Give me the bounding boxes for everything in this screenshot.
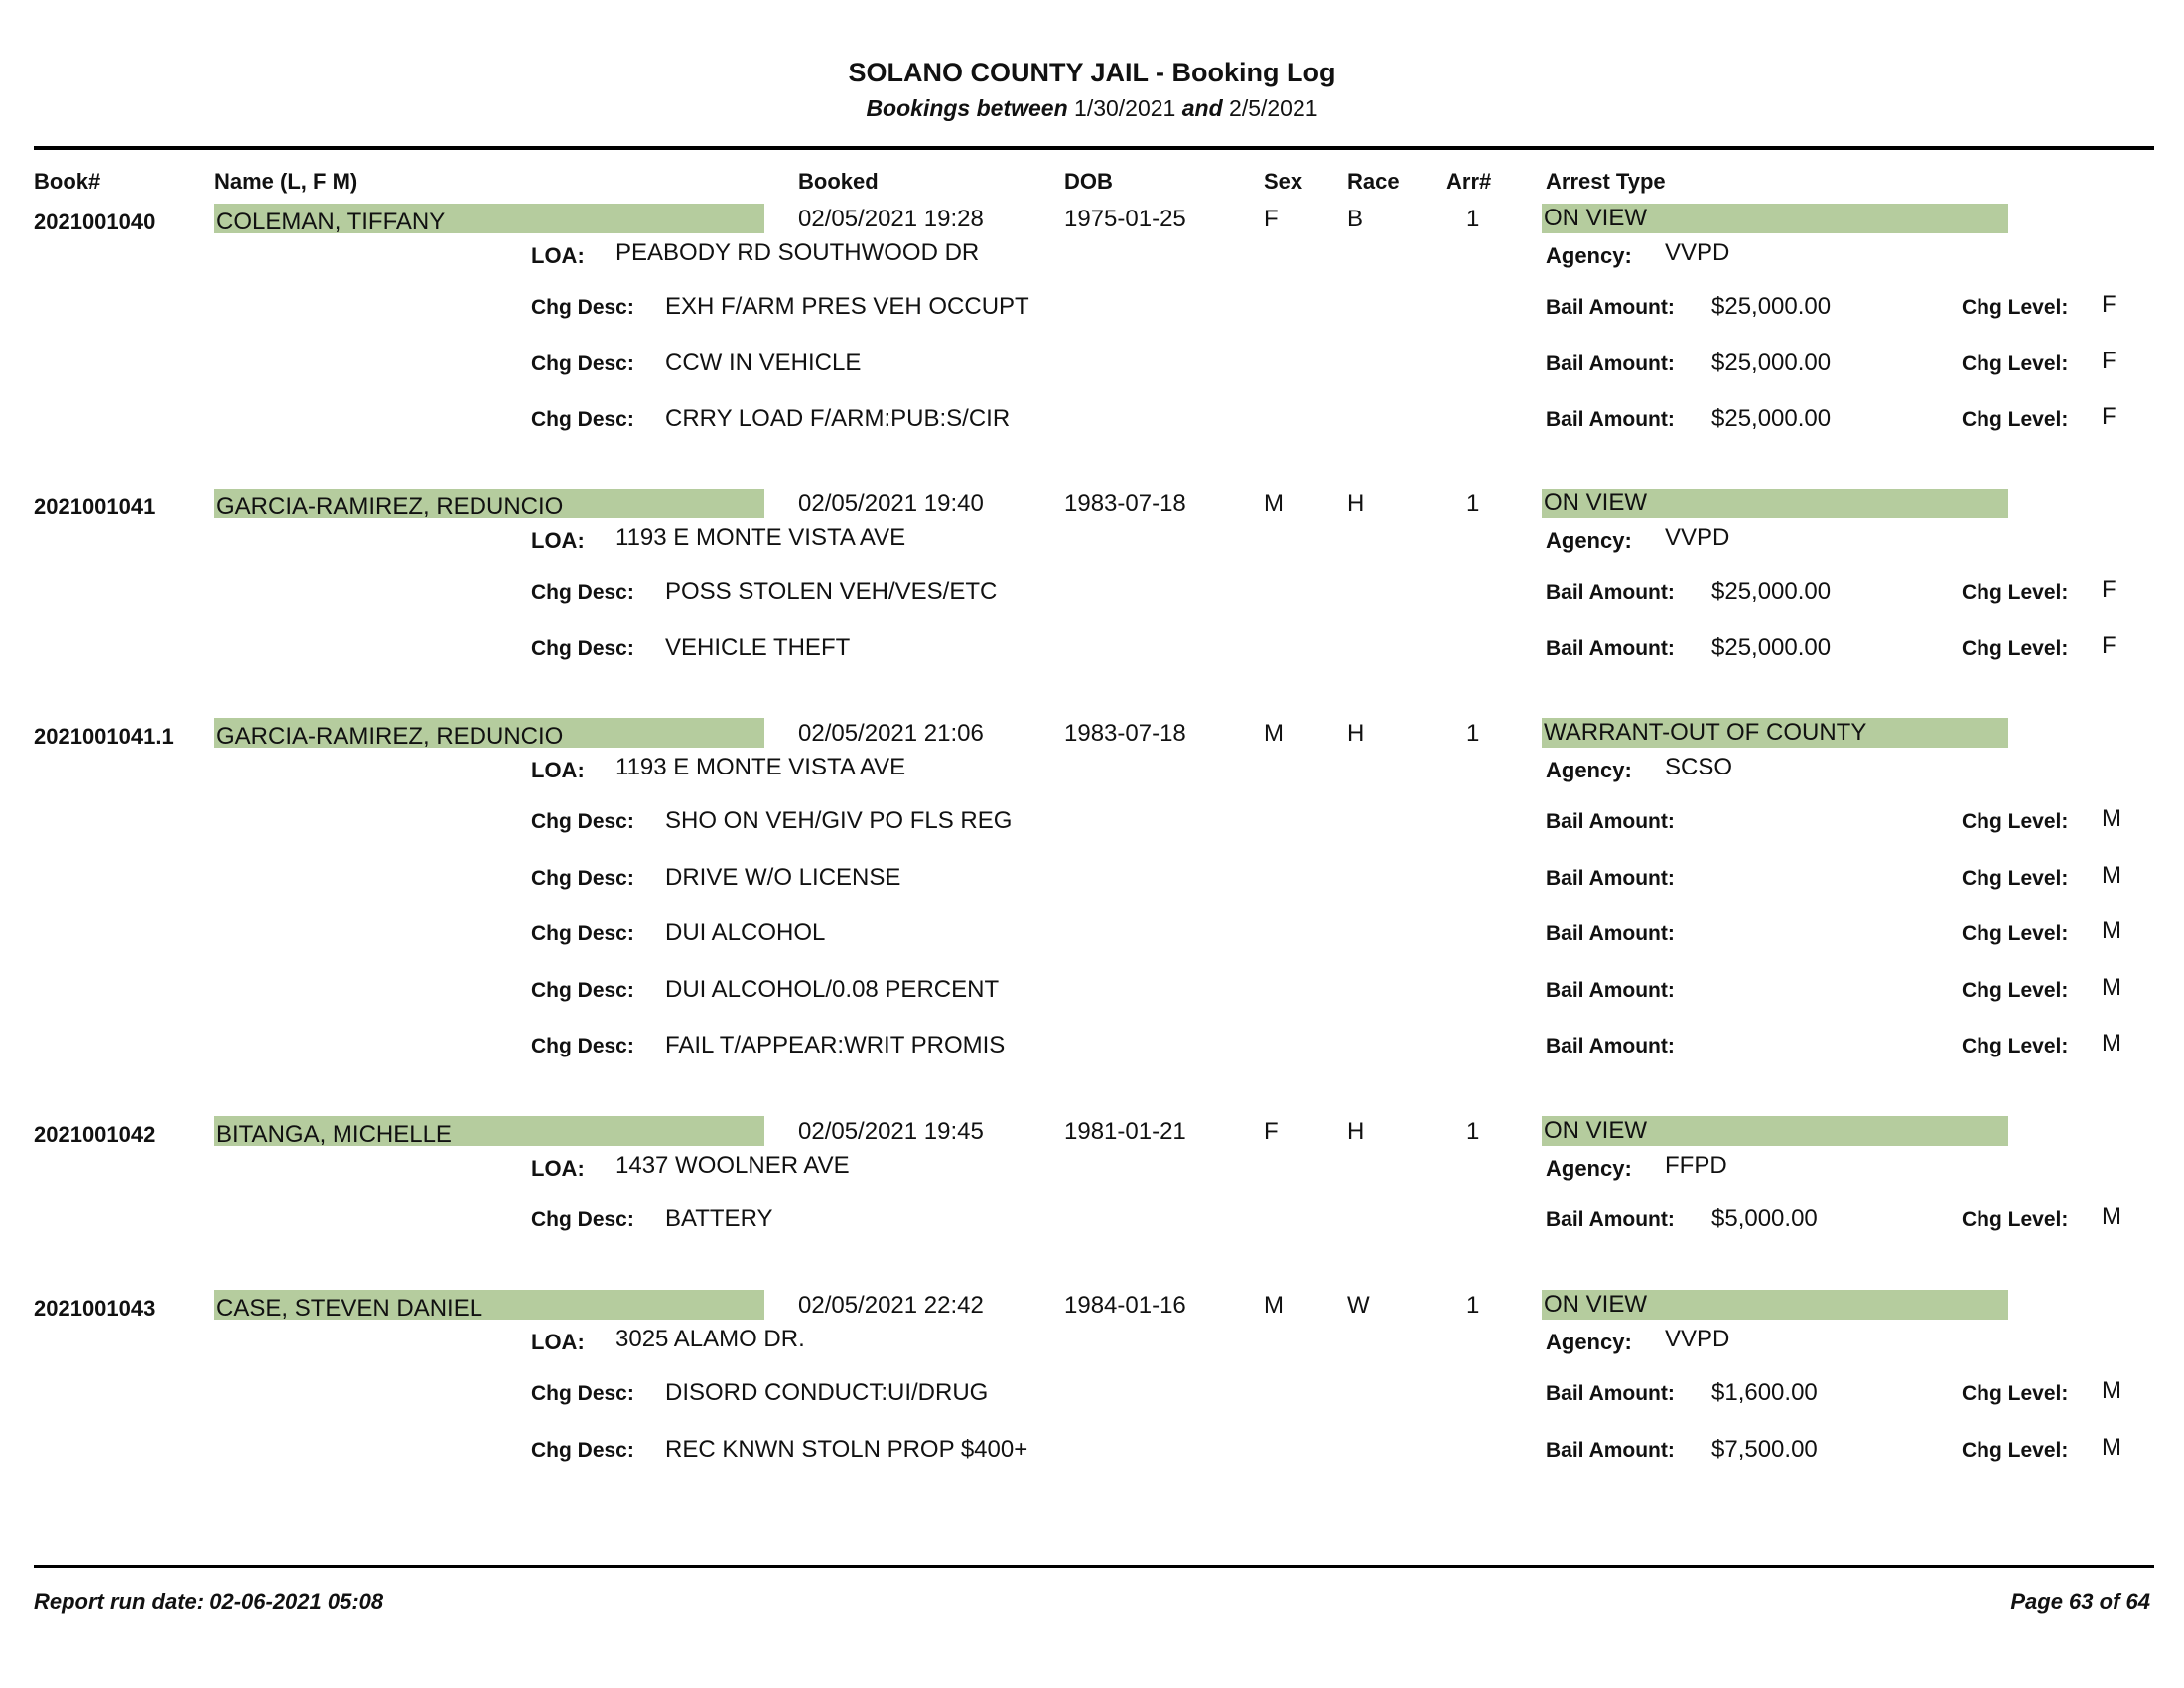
agency-label: Agency:	[1546, 528, 1632, 553]
agency-label: Agency:	[1546, 243, 1632, 268]
col-header-dob: DOB	[1064, 169, 1113, 194]
charge-level-value: F	[2102, 403, 2116, 430]
charge-description: DISORD CONDUCT:UI/DRUG	[665, 1379, 989, 1406]
sex-value: M	[1264, 1292, 1284, 1319]
charge-level-value: F	[2102, 633, 2116, 659]
col-header-race: Race	[1347, 169, 1400, 194]
charge-description: BATTERY	[665, 1205, 773, 1232]
loa-value: 1193 E MONTE VISTA AVE	[615, 754, 906, 780]
bail-amount-label: Bail Amount:	[1546, 867, 1675, 890]
charge-desc-label: Chg Desc:	[531, 408, 634, 431]
bail-amount-value: $5,000.00	[1711, 1205, 1818, 1232]
charge-desc-label: Chg Desc:	[531, 810, 634, 833]
bail-amount-label: Bail Amount:	[1546, 1439, 1675, 1462]
page-number: Page 63 of 64	[2010, 1589, 2150, 1614]
booked-datetime: 02/05/2021 19:40	[798, 491, 984, 517]
inmate-name: COLEMAN, TIFFANY	[214, 204, 764, 233]
charge-level-label: Chg Level:	[1962, 1035, 2069, 1057]
report-title: SOLANO COUNTY JAIL - Booking Log	[848, 58, 1336, 87]
subtitle-and: and	[1181, 95, 1223, 121]
agency-value: VVPD	[1665, 1326, 1730, 1352]
date-of-birth: 1983-07-18	[1064, 491, 1186, 517]
charge-level-value: M	[2102, 1203, 2121, 1230]
charge-level-label: Chg Level:	[1962, 581, 2069, 604]
arrest-type: ON VIEW	[1542, 489, 2008, 518]
charge-level-label: Chg Level:	[1962, 979, 2069, 1002]
charge-desc-label: Chg Desc:	[531, 1382, 634, 1405]
agency-label: Agency:	[1546, 758, 1632, 782]
bail-amount-label: Bail Amount:	[1546, 637, 1675, 660]
arrest-type: ON VIEW	[1542, 1290, 2008, 1320]
agency-value: SCSO	[1665, 754, 1733, 780]
start-date: 1/30/2021	[1074, 95, 1176, 121]
loa-label: LOA:	[531, 243, 585, 268]
end-date: 2/5/2021	[1229, 95, 1318, 121]
charge-level-value: M	[2102, 805, 2121, 832]
charge-description: DUI ALCOHOL	[665, 919, 826, 946]
col-header-arrest-type: Arrest Type	[1546, 169, 1666, 194]
charge-level-label: Chg Level:	[1962, 867, 2069, 890]
bail-amount-label: Bail Amount:	[1546, 581, 1675, 604]
charge-level-value: M	[2102, 1434, 2121, 1461]
charge-level-label: Chg Level:	[1962, 296, 2069, 319]
arrest-number: 1	[1466, 1292, 1480, 1319]
charge-level-value: F	[2102, 291, 2116, 318]
bail-amount-label: Bail Amount:	[1546, 922, 1675, 945]
charge-level-label: Chg Level:	[1962, 1208, 2069, 1231]
date-of-birth: 1983-07-18	[1064, 720, 1186, 747]
footer-rule	[34, 1565, 2154, 1568]
charge-level-label: Chg Level:	[1962, 637, 2069, 660]
bail-amount-label: Bail Amount:	[1546, 1382, 1675, 1405]
bail-amount-value: $25,000.00	[1711, 350, 1832, 376]
bail-amount-value: $1,600.00	[1711, 1379, 1818, 1406]
bail-amount-label: Bail Amount:	[1546, 352, 1675, 375]
charge-desc-label: Chg Desc:	[531, 637, 634, 660]
book-number: 2021001043	[34, 1296, 156, 1321]
agency-value: VVPD	[1665, 524, 1730, 551]
charge-description: CRRY LOAD F/ARM:PUB:S/CIR	[665, 405, 1011, 432]
book-number: 2021001040	[34, 210, 156, 234]
bail-amount-label: Bail Amount:	[1546, 408, 1675, 431]
arrest-type: ON VIEW	[1542, 1116, 2008, 1146]
arrest-number: 1	[1466, 206, 1480, 232]
charge-desc-label: Chg Desc:	[531, 1439, 634, 1462]
bail-amount-value: $25,000.00	[1711, 405, 1832, 432]
charge-level-label: Chg Level:	[1962, 408, 2069, 431]
book-number: 2021001042	[34, 1122, 156, 1147]
charge-level-value: M	[2102, 917, 2121, 944]
charge-level-value: M	[2102, 1030, 2121, 1056]
arrest-type: WARRANT-OUT OF COUNTY	[1542, 718, 2008, 748]
loa-label: LOA:	[531, 1156, 585, 1181]
bail-amount-value: $7,500.00	[1711, 1436, 1818, 1463]
header-rule	[34, 146, 2154, 150]
race-value: B	[1347, 206, 1364, 232]
book-number: 2021001041	[34, 494, 156, 519]
date-of-birth: 1975-01-25	[1064, 206, 1186, 232]
loa-value: 1437 WOOLNER AVE	[615, 1152, 850, 1179]
charge-level-value: F	[2102, 348, 2116, 374]
loa-value: PEABODY RD SOUTHWOOD DR	[615, 239, 980, 266]
bail-amount-value: $25,000.00	[1711, 634, 1832, 661]
charge-desc-label: Chg Desc:	[531, 867, 634, 890]
agency-value: VVPD	[1665, 239, 1730, 266]
col-header-arr: Arr#	[1446, 169, 1492, 194]
bail-amount-label: Bail Amount:	[1546, 1035, 1675, 1057]
booked-datetime: 02/05/2021 21:06	[798, 720, 984, 747]
charge-desc-label: Chg Desc:	[531, 1035, 634, 1057]
date-of-birth: 1984-01-16	[1064, 1292, 1186, 1319]
charge-level-value: M	[2102, 1377, 2121, 1404]
report-run-date: Report run date: 02-06-2021 05:08	[34, 1589, 384, 1614]
charge-level-value: M	[2102, 862, 2121, 889]
inmate-name: CASE, STEVEN DANIEL	[214, 1290, 764, 1320]
sex-value: M	[1264, 720, 1284, 747]
charge-desc-label: Chg Desc:	[531, 922, 634, 945]
charge-level-label: Chg Level:	[1962, 1382, 2069, 1405]
charge-description: REC KNWN STOLN PROP $400+	[665, 1436, 1028, 1463]
charge-desc-label: Chg Desc:	[531, 581, 634, 604]
charge-description: DUI ALCOHOL/0.08 PERCENT	[665, 976, 1000, 1003]
charge-description: SHO ON VEH/GIV PO FLS REG	[665, 807, 1013, 834]
race-value: H	[1347, 720, 1365, 747]
sex-value: F	[1264, 206, 1279, 232]
charge-level-label: Chg Level:	[1962, 922, 2069, 945]
loa-label: LOA:	[531, 758, 585, 782]
charge-level-label: Chg Level:	[1962, 1439, 2069, 1462]
book-number: 2021001041.1	[34, 724, 174, 749]
date-of-birth: 1981-01-21	[1064, 1118, 1186, 1145]
inmate-name: GARCIA-RAMIREZ, REDUNCIO	[214, 718, 764, 748]
charge-description: POSS STOLEN VEH/VES/ETC	[665, 578, 998, 605]
inmate-name: BITANGA, MICHELLE	[214, 1116, 764, 1146]
charge-level-value: F	[2102, 576, 2116, 603]
col-header-booked: Booked	[798, 169, 879, 194]
charge-description: FAIL T/APPEAR:WRIT PROMIS	[665, 1032, 1006, 1058]
sex-value: F	[1264, 1118, 1279, 1145]
charge-desc-label: Chg Desc:	[531, 296, 634, 319]
bail-amount-label: Bail Amount:	[1546, 810, 1675, 833]
charge-level-label: Chg Level:	[1962, 810, 2069, 833]
col-header-book: Book#	[34, 169, 101, 194]
charge-description: CCW IN VEHICLE	[665, 350, 862, 376]
report-subtitle	[0, 95, 2184, 122]
booked-datetime: 02/05/2021 22:42	[798, 1292, 984, 1319]
bail-amount-label: Bail Amount:	[1546, 1208, 1675, 1231]
booked-datetime: 02/05/2021 19:28	[798, 206, 984, 232]
loa-value: 3025 ALAMO DR.	[615, 1326, 805, 1352]
charge-description: DRIVE W/O LICENSE	[665, 864, 901, 891]
race-value: H	[1347, 1118, 1365, 1145]
inmate-name: GARCIA-RAMIREZ, REDUNCIO	[214, 489, 764, 518]
bail-amount-label: Bail Amount:	[1546, 979, 1675, 1002]
arrest-number: 1	[1466, 720, 1480, 747]
bail-amount-value: $25,000.00	[1711, 578, 1832, 605]
charge-level-label: Chg Level:	[1962, 352, 2069, 375]
bail-amount-value: $25,000.00	[1711, 293, 1832, 320]
col-header-sex: Sex	[1264, 169, 1303, 194]
charge-description: VEHICLE THEFT	[665, 634, 851, 661]
sex-value: M	[1264, 491, 1284, 517]
charge-desc-label: Chg Desc:	[531, 352, 634, 375]
charge-desc-label: Chg Desc:	[531, 1208, 634, 1231]
charge-level-value: M	[2102, 974, 2121, 1001]
race-value: W	[1347, 1292, 1370, 1319]
loa-label: LOA:	[531, 1330, 585, 1354]
loa-label: LOA:	[531, 528, 585, 553]
arrest-type: ON VIEW	[1542, 204, 2008, 233]
subtitle-prefix: Bookings between	[866, 95, 1068, 121]
agency-label: Agency:	[1546, 1156, 1632, 1181]
agency-value: FFPD	[1665, 1152, 1727, 1179]
charge-description: EXH F/ARM PRES VEH OCCUPT	[665, 293, 1029, 320]
col-header-name: Name (L, F M)	[214, 169, 358, 194]
bail-amount-label: Bail Amount:	[1546, 296, 1675, 319]
race-value: H	[1347, 491, 1365, 517]
arrest-number: 1	[1466, 491, 1480, 517]
charge-desc-label: Chg Desc:	[531, 979, 634, 1002]
agency-label: Agency:	[1546, 1330, 1632, 1354]
booked-datetime: 02/05/2021 19:45	[798, 1118, 984, 1145]
loa-value: 1193 E MONTE VISTA AVE	[615, 524, 906, 551]
arrest-number: 1	[1466, 1118, 1480, 1145]
